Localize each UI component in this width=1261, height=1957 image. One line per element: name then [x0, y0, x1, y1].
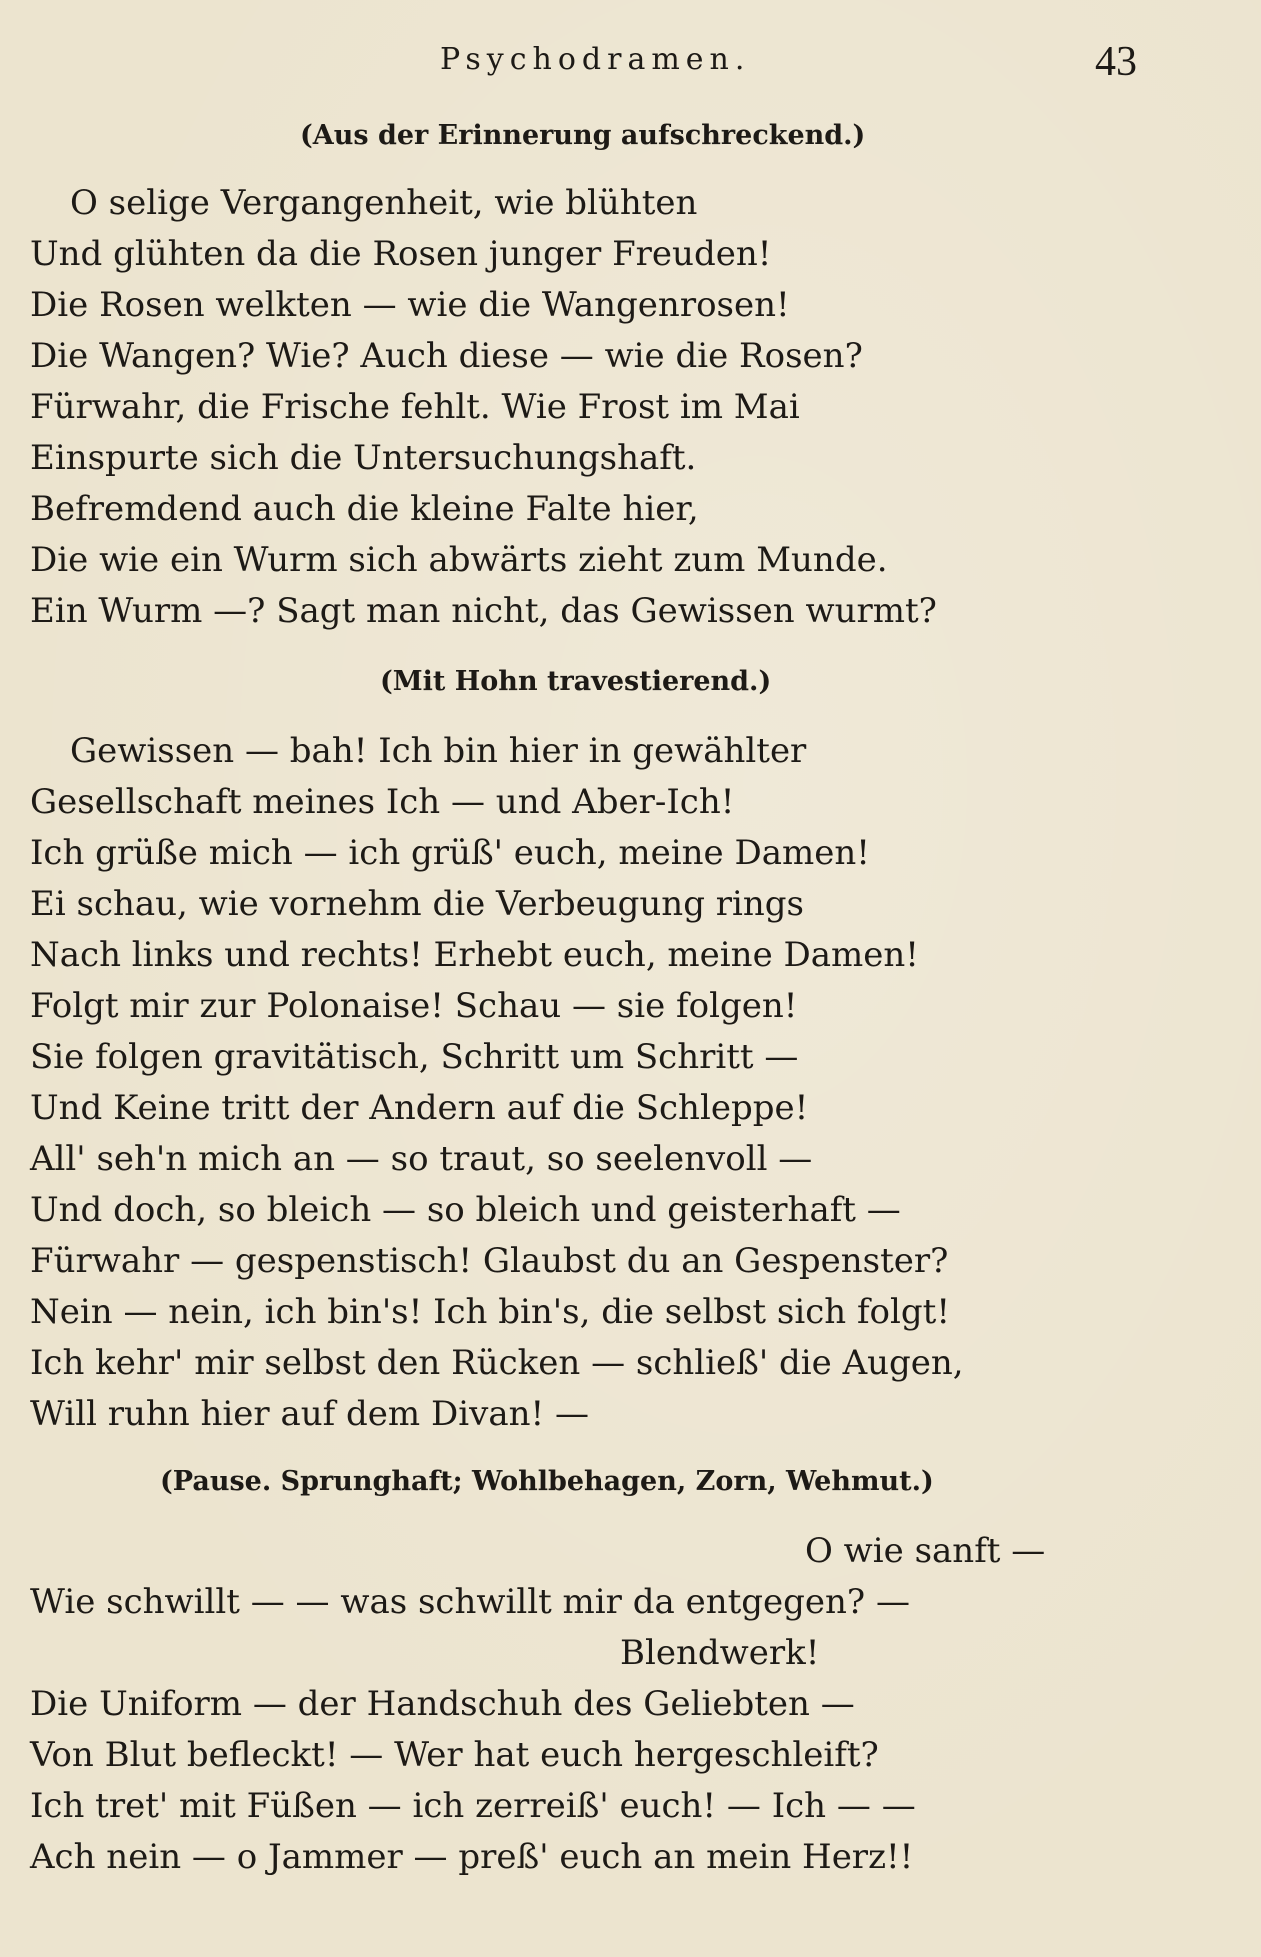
- verse-line: Und glühten da die Rosen junger Freuden!: [30, 234, 772, 274]
- verse-line: Will ruhn hier auf dem Divan! —: [30, 1394, 589, 1434]
- verse-line: Ich kehr' mir selbst den Rücken — schließ' die Augen,: [30, 1343, 964, 1383]
- verse-line: Fürwahr, die Frische fehlt. Wie Frost im Mai: [30, 387, 800, 427]
- stanza: [30, 178, 937, 637]
- stage-direction: (Aus der Erinnerung aufschreckend.): [300, 120, 866, 151]
- verse-line: O selige Vergangenheit, wie blühten: [70, 183, 698, 223]
- verse-line: Ich grüße mich — ich grüß' euch, meine Damen!: [30, 833, 870, 873]
- verse-line: O wie sanft —: [805, 1531, 1046, 1571]
- verse-line: Und Keine tritt der Andern auf die Schleppe!: [30, 1088, 809, 1128]
- verse-line: Von Blut befleckt! — Wer hat euch hergeschleift?: [30, 1735, 879, 1775]
- stanza: [30, 1526, 1045, 1883]
- verse-line: Fürwahr — gespenstisch! Glaubst du an Gespenster?: [30, 1241, 949, 1281]
- verse-line: Folgt mir zur Polonaise! Schau — sie folgen!: [30, 986, 798, 1026]
- verse-line: Ei schau, wie vornehm die Verbeugung rings: [30, 884, 804, 924]
- stage-direction: (Mit Hohn travestierend.): [380, 666, 772, 697]
- verse-line: Gesellschaft meines Ich — und Aber-Ich!: [30, 782, 735, 822]
- verse-line: Und doch, so bleich — so bleich und geisterhaft —: [30, 1190, 901, 1230]
- verse-line: Nein — nein, ich bin's! Ich bin's, die selbst sich folgt!: [30, 1292, 950, 1332]
- page-number: 43: [1095, 39, 1137, 85]
- verse-line: Einspurte sich die Untersuchungshaft.: [30, 438, 697, 478]
- verse-line: Gewissen — bah! Ich bin hier in gewählter: [70, 731, 807, 771]
- verse-line: Sie folgen gravitätisch, Schritt um Schritt —: [30, 1037, 799, 1077]
- verse-line: Wie schwillt — — was schwillt mir da entgegen? —: [30, 1582, 910, 1622]
- verse-line: Nach links und rechts! Erhebt euch, meine Damen!: [30, 935, 919, 975]
- verse-line: Blendwerk!: [620, 1633, 820, 1673]
- verse-line: Die Uniform — der Handschuh des Geliebten —: [30, 1684, 855, 1724]
- verse-line: Ach nein — o Jammer — preß' euch an mein Herz!!: [30, 1837, 914, 1877]
- running-title: Psychodramen.: [440, 42, 751, 77]
- verse-line: Die wie ein Wurm sich abwärts zieht zum Munde.: [30, 540, 888, 580]
- verse-line: All' seh'n mich an — so traut, so seelenvoll —: [30, 1139, 813, 1179]
- verse-line: Ein Wurm —? Sagt man nicht, das Gewissen wurmt?: [30, 591, 937, 631]
- verse-line: Befremdend auch die kleine Falte hier,: [30, 489, 699, 529]
- verse-line: Ich tret' mit Füßen — ich zerreiß' euch! — Ich — —: [30, 1786, 916, 1826]
- verse-line: Die Wangen? Wie? Auch diese — wie die Rosen?: [30, 336, 863, 376]
- verse-line: Die Rosen welkten — wie die Wangenrosen!: [30, 285, 790, 325]
- stage-direction: (Pause. Sprunghaft; Wohlbehagen, Zorn, Wehmut.): [160, 1466, 934, 1497]
- stanza: [30, 726, 964, 1440]
